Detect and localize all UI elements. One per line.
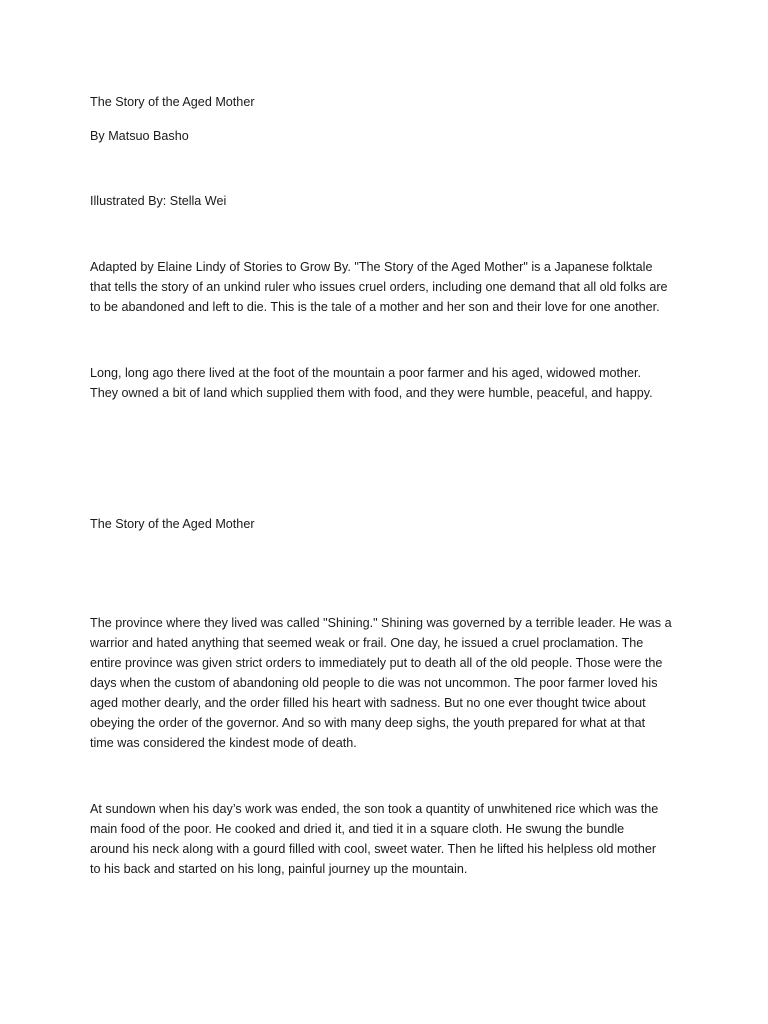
text-line: The province where they lived was called "Shining." Shining was governed by a terrible leader. He was a [90, 616, 672, 630]
story-paragraph-1 [90, 363, 690, 403]
text-line: around his neck along with a gourd filled with cool, sweet water. Then he lifted his helpless old mother [90, 842, 657, 856]
text-line: entire province was given strict orders to immediately put to death all of the old people. Those were the [90, 656, 663, 670]
story-paragraph-3 [90, 799, 690, 879]
section-title: The Story of the Aged Mother [90, 517, 255, 531]
text-line: to his back and started on his long, painful journey up the mountain. [90, 862, 468, 876]
document-title: The Story of the Aged Mother [90, 95, 255, 109]
text-line: At sundown when his day’s work was ended, the son took a quantity of unwhitened rice which was the [90, 802, 659, 816]
intro-paragraph [90, 257, 690, 317]
text-line: obeying the order of the governor. And so with many deep sighs, the youth prepared for what at that [90, 716, 646, 730]
text-line: that tells the story of an unkind ruler who issues cruel orders, including one demand that all old folks are [90, 280, 668, 294]
text-line: Long, long ago there lived at the foot of the mountain a poor farmer and his aged, widowed mother. [90, 366, 641, 380]
author-line: By Matsuo Basho [90, 129, 189, 143]
text-line: time was considered the kindest mode of death. [90, 736, 357, 750]
text-line: days when the custom of abandoning old people to die was not uncommon. The poor farmer loved his [90, 676, 658, 690]
text-line: warrior and hated anything that seemed weak or frail. One day, he issued a cruel proclamation. The [90, 636, 644, 650]
text-line: main food of the poor. He cooked and dried it, and tied it in a square cloth. He swung the bundle [90, 822, 625, 836]
text-line: aged mother dearly, and the order filled his heart with sadness. But no one ever thought twice about [90, 696, 646, 710]
text-line: They owned a bit of land which supplied them with food, and they were humble, peaceful, and happy. [90, 386, 653, 400]
text-line: Adapted by Elaine Lindy of Stories to Grow By. "The Story of the Aged Mother" is a Japanese folktale [90, 260, 653, 274]
illustrator-line: Illustrated By: Stella Wei [90, 194, 227, 208]
story-paragraph-2 [90, 613, 690, 753]
text-line: to be abandoned and left to die. This is the tale of a mother and her son and their love for one another. [90, 300, 660, 314]
